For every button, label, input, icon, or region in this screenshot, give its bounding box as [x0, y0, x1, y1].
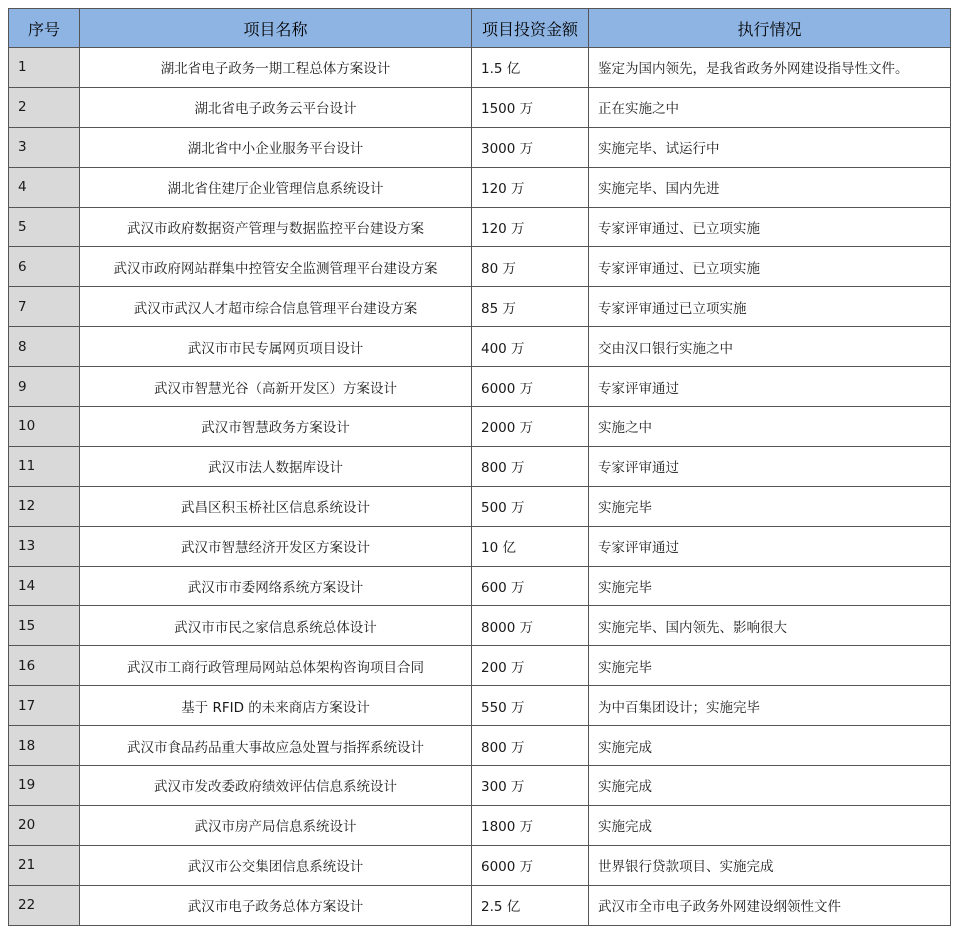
header-row [9, 9, 951, 48]
investment-amount: 1800 万 [472, 805, 589, 845]
execution-status: 实施完成 [589, 805, 951, 845]
execution-status: 实施完毕、国内领先、影响很大 [589, 606, 951, 646]
execution-status: 武汉市全市电子政务外网建设纲领性文件 [589, 885, 951, 925]
project-name: 武汉市市民专属网页项目设计 [80, 327, 472, 367]
execution-status: 实施之中 [589, 407, 951, 447]
investment-amount: 1.5 亿 [472, 48, 589, 88]
execution-status: 交由汉口银行实施之中 [589, 327, 951, 367]
execution-status: 专家评审通过 [589, 367, 951, 407]
investment-amount: 85 万 [472, 287, 589, 327]
table-row [9, 606, 951, 646]
table-row [9, 446, 951, 486]
row-index: 1 [9, 48, 80, 88]
project-name: 武汉市房产局信息系统设计 [80, 805, 472, 845]
table-row [9, 287, 951, 327]
project-name: 湖北省中小企业服务平台设计 [80, 127, 472, 167]
header-investment: 项目投资金额 [472, 9, 589, 48]
execution-status: 实施完毕、试运行中 [589, 127, 951, 167]
investment-amount: 300 万 [472, 766, 589, 806]
header-status: 执行情况 [589, 9, 951, 48]
row-index: 15 [9, 606, 80, 646]
investment-amount: 200 万 [472, 646, 589, 686]
row-index: 19 [9, 766, 80, 806]
project-name: 武汉市法人数据库设计 [80, 446, 472, 486]
execution-status: 实施完毕 [589, 646, 951, 686]
project-name: 湖北省电子政务一期工程总体方案设计 [80, 48, 472, 88]
row-index: 2 [9, 87, 80, 127]
row-index: 9 [9, 367, 80, 407]
row-index: 17 [9, 686, 80, 726]
execution-status: 实施完毕 [589, 486, 951, 526]
project-name: 武汉市智慧政务方案设计 [80, 407, 472, 447]
project-name: 湖北省电子政务云平台设计 [80, 87, 472, 127]
project-name: 武汉市市民之家信息系统总体设计 [80, 606, 472, 646]
project-name: 武汉市发改委政府绩效评估信息系统设计 [80, 766, 472, 806]
investment-amount: 400 万 [472, 327, 589, 367]
row-index: 6 [9, 247, 80, 287]
project-name: 武汉市武汉人才超市综合信息管理平台建设方案 [80, 287, 472, 327]
project-name: 武汉市公交集团信息系统设计 [80, 845, 472, 885]
table-row [9, 646, 951, 686]
table-row [9, 247, 951, 287]
investment-amount: 600 万 [472, 566, 589, 606]
row-index: 20 [9, 805, 80, 845]
project-name: 武汉市政府网站群集中控管安全监测管理平台建设方案 [80, 247, 472, 287]
table-row [9, 327, 951, 367]
row-index: 22 [9, 885, 80, 925]
execution-status: 正在实施之中 [589, 87, 951, 127]
project-name: 武汉市工商行政管理局网站总体架构咨询项目合同 [80, 646, 472, 686]
table-row [9, 407, 951, 447]
table-row [9, 48, 951, 88]
table-row [9, 486, 951, 526]
row-index: 4 [9, 167, 80, 207]
execution-status: 专家评审通过、已立项实施 [589, 207, 951, 247]
row-index: 13 [9, 526, 80, 566]
execution-status: 实施完成 [589, 726, 951, 766]
investment-amount: 550 万 [472, 686, 589, 726]
execution-status: 专家评审通过、已立项实施 [589, 247, 951, 287]
row-index: 7 [9, 287, 80, 327]
project-name: 武汉市政府数据资产管理与数据监控平台建设方案 [80, 207, 472, 247]
execution-status: 专家评审通过 [589, 446, 951, 486]
row-index: 10 [9, 407, 80, 447]
row-index: 21 [9, 845, 80, 885]
table-row [9, 805, 951, 845]
execution-status: 鉴定为国内领先，是我省政务外网建设指导性文件。 [589, 48, 951, 88]
table-row [9, 367, 951, 407]
table-row [9, 566, 951, 606]
project-name: 武昌区积玉桥社区信息系统设计 [80, 486, 472, 526]
row-index: 8 [9, 327, 80, 367]
project-name: 武汉市市委网络系统方案设计 [80, 566, 472, 606]
table-row [9, 207, 951, 247]
row-index: 12 [9, 486, 80, 526]
execution-status: 为中百集团设计；实施完毕 [589, 686, 951, 726]
investment-amount: 80 万 [472, 247, 589, 287]
table-row [9, 167, 951, 207]
row-index: 3 [9, 127, 80, 167]
table-row [9, 686, 951, 726]
table-row [9, 845, 951, 885]
table-header [9, 9, 951, 48]
investment-amount: 8000 万 [472, 606, 589, 646]
row-index: 5 [9, 207, 80, 247]
row-index: 16 [9, 646, 80, 686]
table-row [9, 526, 951, 566]
row-index: 14 [9, 566, 80, 606]
project-name: 武汉市智慧光谷（高新开发区）方案设计 [80, 367, 472, 407]
table-row [9, 766, 951, 806]
table-row [9, 127, 951, 167]
header-project-name: 项目名称 [80, 9, 472, 48]
table-body [9, 48, 951, 926]
execution-status: 实施完毕、国内先进 [589, 167, 951, 207]
project-name: 武汉市食品药品重大事故应急处置与指挥系统设计 [80, 726, 472, 766]
table-row [9, 87, 951, 127]
investment-amount: 800 万 [472, 726, 589, 766]
table-row [9, 885, 951, 925]
execution-status: 专家评审通过 [589, 526, 951, 566]
project-table [8, 8, 951, 926]
row-index: 18 [9, 726, 80, 766]
investment-amount: 800 万 [472, 446, 589, 486]
project-name: 武汉市电子政务总体方案设计 [80, 885, 472, 925]
investment-amount: 6000 万 [472, 845, 589, 885]
execution-status: 实施完毕 [589, 566, 951, 606]
header-index: 序号 [9, 9, 80, 48]
investment-amount: 120 万 [472, 167, 589, 207]
execution-status: 世界银行贷款项目、实施完成 [589, 845, 951, 885]
investment-amount: 3000 万 [472, 127, 589, 167]
project-name: 湖北省住建厅企业管理信息系统设计 [80, 167, 472, 207]
investment-amount: 10 亿 [472, 526, 589, 566]
investment-amount: 1500 万 [472, 87, 589, 127]
project-name: 基于 RFID 的未来商店方案设计 [80, 686, 472, 726]
investment-amount: 2.5 亿 [472, 885, 589, 925]
project-name: 武汉市智慧经济开发区方案设计 [80, 526, 472, 566]
investment-amount: 120 万 [472, 207, 589, 247]
row-index: 11 [9, 446, 80, 486]
investment-amount: 500 万 [472, 486, 589, 526]
investment-amount: 2000 万 [472, 407, 589, 447]
investment-amount: 6000 万 [472, 367, 589, 407]
table-row [9, 726, 951, 766]
execution-status: 专家评审通过已立项实施 [589, 287, 951, 327]
execution-status: 实施完成 [589, 766, 951, 806]
